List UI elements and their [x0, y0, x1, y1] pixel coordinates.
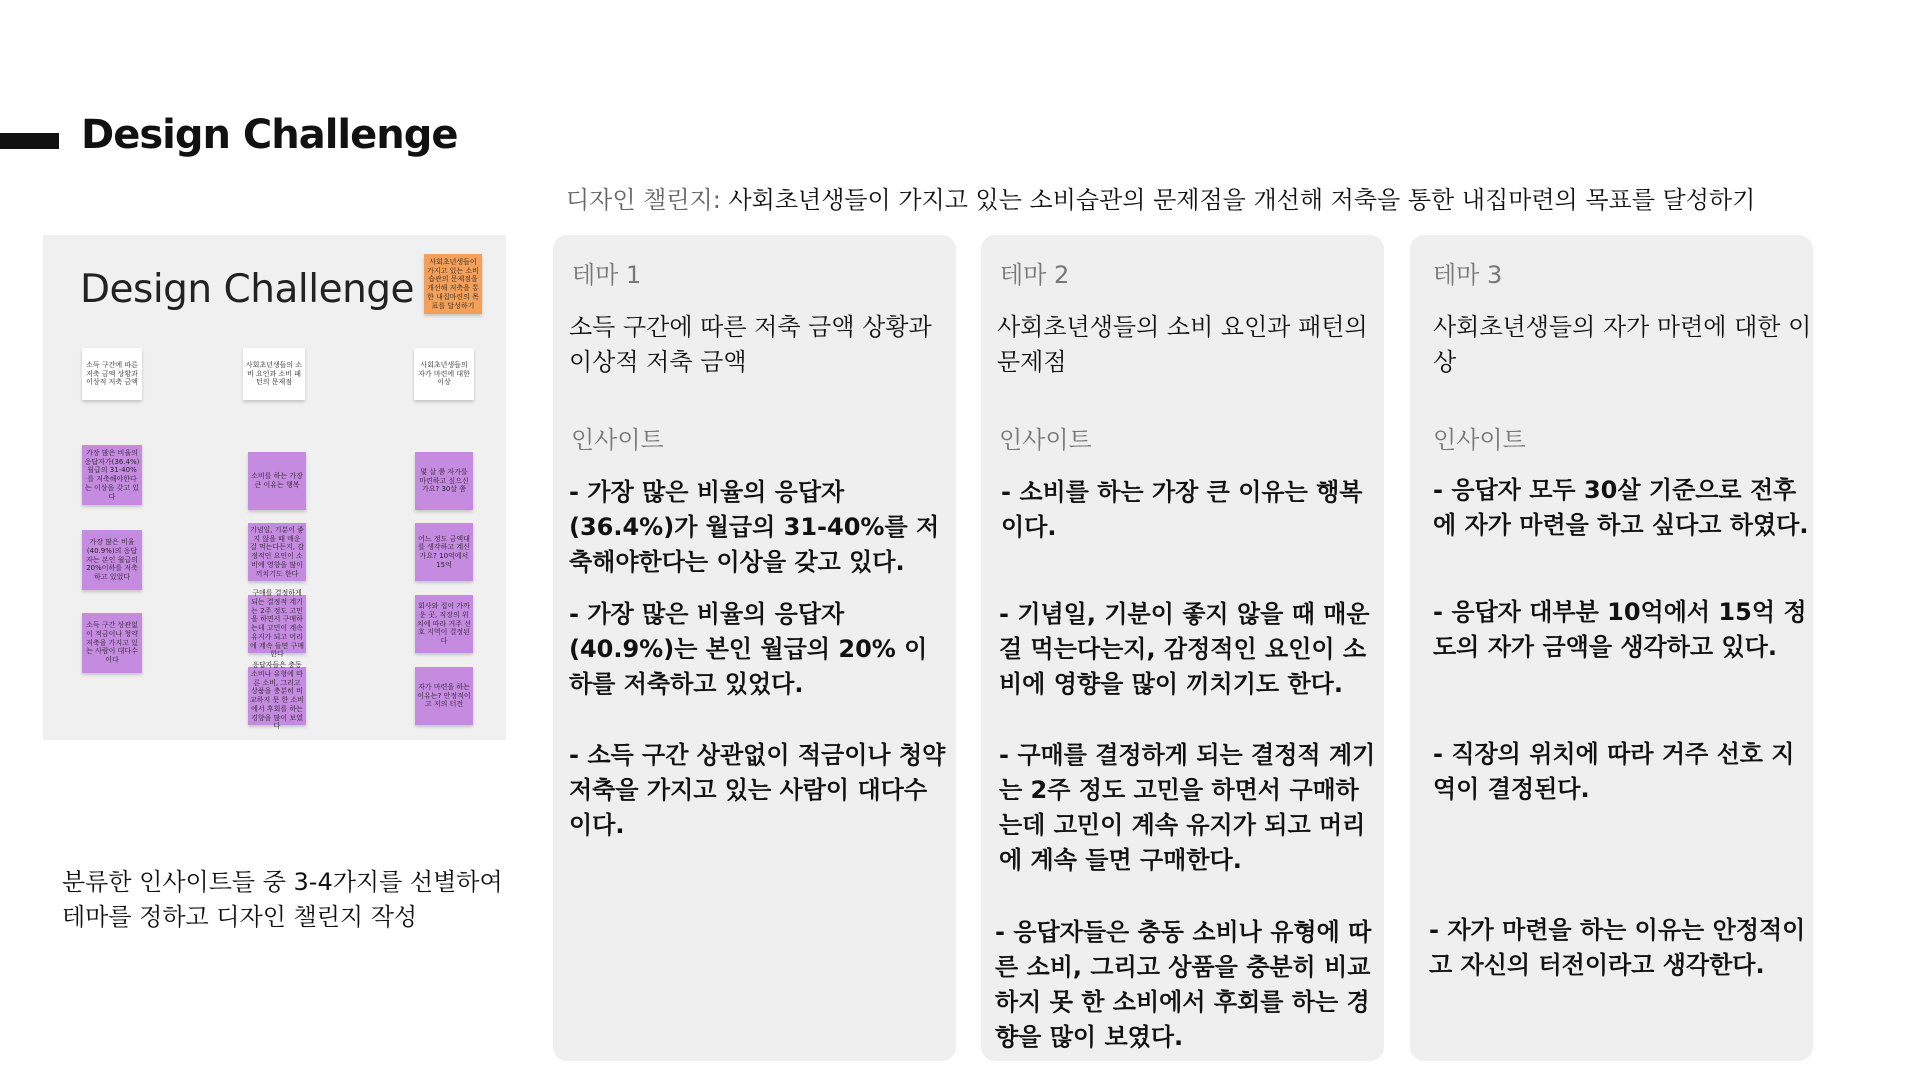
theme-card-1 [553, 235, 956, 1061]
theme-label: 테마 3 [1433, 261, 1503, 289]
board-sticky-note: 응답자들은 충동 소비나 유형에 따른 소비, 그리고 상품을 충분히 비교하지 못 한 소비에서 후회를 하는 경향을 많이 보였다 [250, 661, 305, 731]
insight-label: 인사이트 [571, 426, 664, 454]
board-sticky-note: 회사와 집이 가까운 곳, 직장의 위치에 따라 거주 선호 지역이 결정된다 [415, 595, 473, 653]
theme-card-2 [981, 235, 1384, 1061]
insight-label: 인사이트 [1433, 426, 1526, 454]
challenge-text: 사회초년생들이 가지고 있는 소비습관의 문제점을 개선해 저축을 통한 내집마련의 목표를 달성하기 [720, 186, 1756, 214]
insight-item: - 응답자 모두 30살 기준으로 전후에 자가 마련을 하고 싶다고 하였다. [1433, 476, 1809, 539]
board-title: Design Challenge [80, 267, 415, 312]
insight-item: - 응답자 대부분 10억에서 15억 정도의 자가 금액을 생각하고 있다. [1433, 598, 1807, 661]
insight-item: - 직장의 위치에 따라 거주 선호 지역이 결정된다. [1433, 740, 1795, 803]
board-sticky-note: 구매를 결정하게 되는 결정적 계기는 2주 정도 고민을 하면서 구매하는데 고민이 계속 유지가 되고 머리에 계속 들면 구매한다 [250, 589, 305, 659]
board-caption-line: 분류한 인사이트들 중 3-4가지를 선별하여 [62, 868, 503, 896]
board-column-head: 사회초년생들의 자가 마련에 대한 이상 [414, 348, 474, 400]
insight-item: - 가장 많은 비율의 응답자(36.4%)가 월급의 31-40%를 저축해야한다는 이상을 갖고 있다. [569, 478, 940, 576]
board-sticky-note: 기념일, 기분이 좋지 않을 때 매운 걸 먹는다든지, 감정적인 요인이 소비에 영향을 많이 끼치기도 한다 [248, 523, 306, 581]
insight-item: - 소비를 하는 가장 큰 이유는 행복이다. [1001, 478, 1363, 541]
page-title: Design Challenge [81, 112, 458, 158]
title-accent-bar [0, 133, 59, 149]
insight-label: 인사이트 [999, 426, 1092, 454]
insight-item: - 기념일, 기분이 좋지 않을 때 매운 걸 먹는다는지, 감정적인 요인이 소비에 영향을 많이 끼치기도 한다. [999, 600, 1370, 698]
challenge-label: 디자인 챌린지: [566, 186, 721, 214]
board-sticky-note: 어느 정도 금액대를 생각하고 계신가요? 10억에서 15억 [415, 523, 473, 581]
board-sticky-note: 소득 구간 상관없이 적금이나 청약저축을 가지고 있는 사람이 대다수이다 [82, 613, 142, 673]
affinity-board-image [43, 235, 506, 740]
theme-text: 사회초년생들의 소비 요인과 패턴의 문제점 [997, 313, 1368, 376]
theme-label: 테마 1 [572, 261, 642, 289]
board-column-head: 사회초년생들의 소비 요인과 소비 패턴의 문제점 [243, 348, 305, 400]
theme-card-3 [1410, 235, 1813, 1061]
theme-text: 사회초년생들의 자가 마련에 대한 이상 [1433, 313, 1812, 376]
board-caption [62, 865, 503, 935]
theme-text: 소득 구간에 따른 저축 금액 상황과 이상적 저축 금액 [569, 313, 932, 376]
board-column-head: 소득 구간에 따른 저축 금액 상황과 이상적 저축 금액 [82, 348, 142, 400]
board-top-note: 사회초년생들이 가지고 있는 소비습관의 문제점을 개선해 저축을 통한 내집마련의 목표를 달성하기 [424, 254, 482, 314]
insight-item: - 가장 많은 비율의 응답자(40.9%)는 본인 월급의 20% 이하를 저축하고 있었다. [569, 600, 928, 698]
insight-item: - 응답자들은 충동 소비나 유형에 따른 소비, 그리고 상품을 충분히 비교하지 못 한 소비에서 후회를 하는 경향을 많이 보였다. [995, 918, 1372, 1051]
insight-item: - 소득 구간 상관없이 적금이나 청약 저축을 가지고 있는 사람이 대다수이다. [569, 741, 946, 839]
board-caption-line: 테마를 정하고 디자인 챌린지 작성 [62, 903, 418, 931]
board-sticky-note: 가장 많은 비율의 응답자가(36.4%) 월급의 31-40%를 저축해야한다는 이상을 갖고 있다 [82, 445, 142, 505]
board-sticky-note: 가장 많은 비율(40.9%)의 응답자는 본인 월급의 20%이하를 저축하고 있었다 [82, 530, 142, 590]
board-sticky-note: 자가 마련을 하는 이유는? 안정적이고 저의 터전 [415, 667, 473, 725]
insight-item: - 자가 마련을 하는 이유는 안정적이고 자신의 터전이라고 생각한다. [1429, 916, 1806, 979]
theme-label: 테마 2 [1000, 261, 1070, 289]
design-challenge-statement [566, 180, 1755, 215]
insight-item: - 구매를 결정하게 되는 결정적 계기는 2주 정도 고민을 하면서 구매하는데 고민이 계속 유지가 되고 머리에 계속 들면 구매한다. [999, 741, 1376, 874]
board-sticky-note: 몇 살 쯤 자가를 마련하고 싶으신가요? 30살 쯤 [415, 452, 473, 510]
board-sticky-note: 소비를 하는 가장 큰 이유는 행복 [248, 452, 306, 510]
